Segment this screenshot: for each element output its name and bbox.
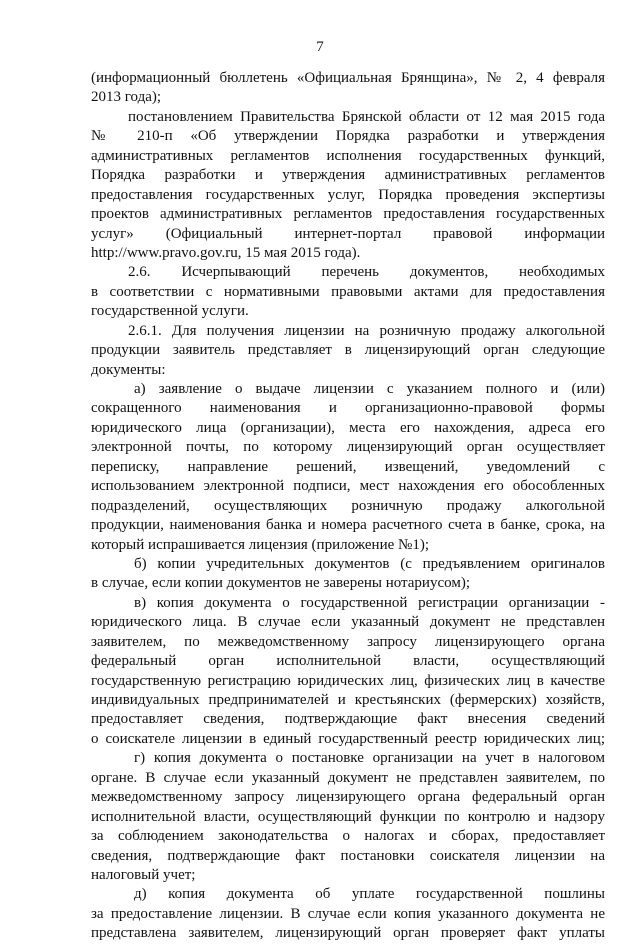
text-line: который испрашивается лицензия (приложение №1); — [91, 536, 429, 553]
text-line: юридического лица. В случае если указанный документ не представлен — [91, 614, 605, 631]
text-line: документы: — [91, 361, 166, 378]
text-line: а) заявление о выдаче лицензии с указанием полного и (или) — [134, 381, 605, 397]
page-number: 7 — [316, 39, 324, 55]
text-line: налоговый учет; — [91, 866, 196, 883]
text-line: органе. В случае если указанный документ не представлен заявителем, по — [91, 769, 605, 786]
text-line: юридического лица (организации), места его нахождения, адреса его — [91, 419, 605, 436]
text-line: за соблюдением законодательства о налогах и сборах, предоставляет — [91, 828, 605, 845]
text-line: г) копия документа о постановке организации на учет в налоговом — [134, 750, 605, 767]
text-line: подразделений, осуществляющих розничную продажу алкогольной — [91, 497, 605, 514]
text-line: в соответствии с нормативными правовыми актами для предоставления — [91, 283, 605, 300]
text-line: сокращенного наименования и организационно-правовой формы — [91, 400, 605, 417]
text-line: № 210-п «Об утверждении Порядка разработки и утверждения — [91, 128, 605, 145]
text-line: постановлением Правительства Брянской области от 12 мая 2015 года — [128, 108, 605, 125]
text-line: продукции, наименования банка и номера расчетного счета в банке, срока, на — [91, 517, 605, 534]
text-line: проектов административных регламентов предоставления государственных — [91, 206, 605, 223]
text-line: заявителем, по межведомственному запросу лицензирующего органа — [91, 633, 605, 650]
document-body — [91, 69, 605, 944]
text-line: межведомственному запросу лицензирующего органа федеральный орган — [91, 789, 605, 806]
text-line: электронной почты, по которому лицензирующий орган осуществляет — [91, 439, 605, 456]
text-line: о соискателе лицензии в единый государственный реестр юридических лиц; — [91, 730, 605, 747]
text-line: государственную регистрацию юридических лиц, физических лиц в качестве — [91, 672, 605, 689]
text-line: использованием электронной подписи, мест нахождения его обособленных — [91, 478, 605, 495]
text-line: за предоставление лицензии. В случае если копия указанного документа не — [91, 905, 605, 922]
text-line: б) копии учредительных документов (с предъявлением оригиналов — [134, 555, 605, 572]
text-line: д) копия документа об уплате государственной пошлины — [134, 886, 605, 903]
text-line: 2.6.1. Для получения лицензии на розничную продажу алкогольной — [128, 322, 605, 339]
text-line: административных регламентов исполнения государственных функций, — [91, 147, 605, 164]
text-line: 2.6. Исчерпывающий перечень документов, необходимых — [128, 264, 605, 281]
text-line: в) копия документа о государственной регистрации организации - — [134, 594, 605, 611]
text-line: 2013 года); — [91, 89, 162, 106]
text-line: исполнительной власти, осуществляющий функции по контролю и надзору — [91, 808, 605, 825]
text-line: в случае, если копии документов не заверены нотариусом); — [91, 575, 470, 592]
text-line: сведения, подтверждающие факт постановки соискателя лицензии на — [91, 847, 605, 864]
text-line: продукции заявитель представляет в лицензирующий орган следующие — [91, 342, 605, 359]
text-line: индивидуальных предпринимателей и крестьянских (фермерских) хозяйств, — [91, 692, 605, 708]
text-line: предоставления государственных услуг, Порядка проведения экспертизы — [91, 186, 605, 203]
text-line: услуг» (Официальный интернет-портал правовой информации — [91, 225, 605, 242]
text-line: федеральный орган исполнительной власти, осуществляющий — [91, 653, 605, 670]
text-line: представлена заявителем, лицензирующий орган проверяет факт уплаты — [91, 925, 605, 942]
text-line: http://www.pravo.gov.ru, 15 мая 2015 года). — [91, 244, 361, 261]
text-line: Порядка разработки и утверждения административных регламентов — [91, 167, 605, 184]
text-line: государственной услуги. — [91, 303, 249, 320]
text-line: переписку, направление решений, извещений, уведомлений с — [91, 458, 605, 475]
text-line: (информационный бюллетень «Официальная Брянщина», № 2, 4 февраля — [91, 70, 605, 86]
text-line: предоставляет сведения, подтверждающие факт внесения сведений — [91, 711, 605, 728]
